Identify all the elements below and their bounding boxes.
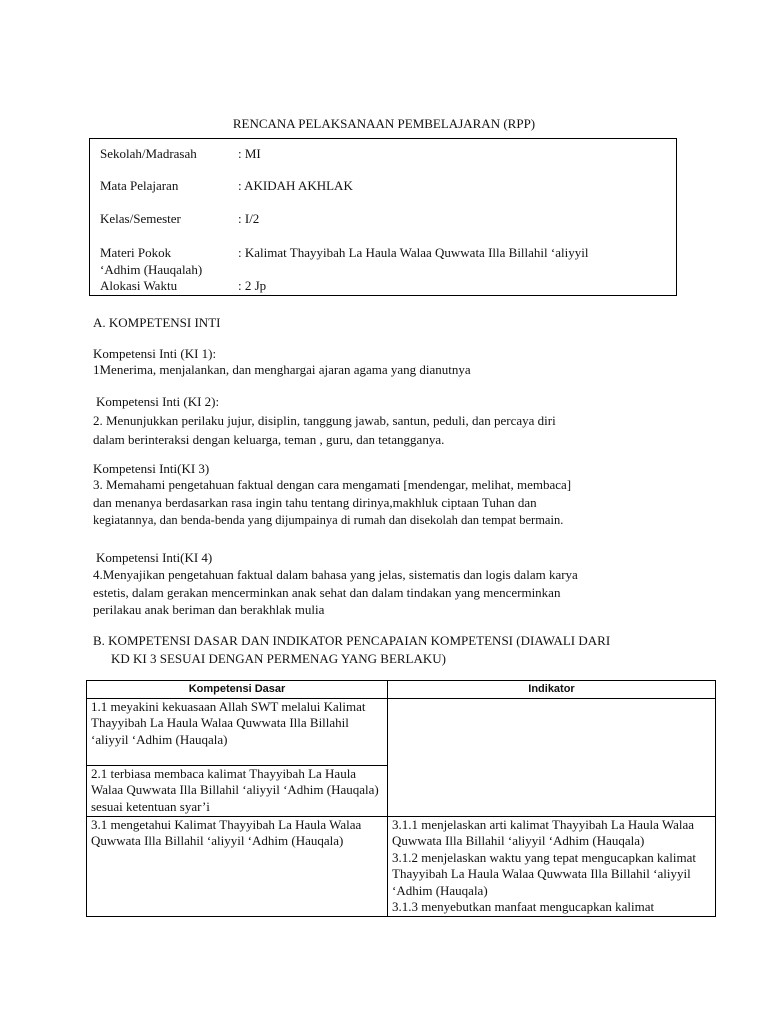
kd-3-1-text: 3.1 mengetahui Kalimat Thayyibah La Haula Walaa Quwwata Illa Billahil ‘aliyyil ‘Adhim (Hauqala)	[91, 816, 362, 848]
mapel-label: Mata Pelajaran	[100, 178, 179, 193]
materi-continuation: ‘Adhim (Hauqalah)	[100, 262, 203, 277]
ki2-line-1: 2. Menunjukkan perilaku jujur, disiplin, tanggung jawab, santun, peduli, dan percaya diri	[93, 413, 556, 428]
indikator-3-1-3: 3.1.3 menyebutkan manfaat mengucapkan kalimat	[392, 899, 655, 914]
sekolah-label: Sekolah/Madrasah	[100, 146, 197, 161]
alokasi-value: : 2 Jp	[238, 278, 267, 293]
section-b-heading-line-1: B. KOMPETENSI DASAR DAN INDIKATOR PENCAPAIAN KOMPETENSI (DIAWALI DARI	[93, 633, 611, 648]
sekolah-value: : MI	[238, 146, 261, 161]
section-b-heading-line-2: KD KI 3 SESUAI DENGAN PERMENAG YANG BERLAKU)	[111, 651, 446, 666]
ki3-line-2: dan menanya berdasarkan rasa ingin tahu tentang dirinya,makhluk ciptaan Tuhan dan	[93, 495, 537, 510]
ki3-title: Kompetensi Inti(KI 3)	[93, 461, 210, 476]
header-kompetensi-dasar: Kompetensi Dasar	[87, 681, 388, 699]
indikator-empty-cell	[388, 698, 716, 816]
table-row	[87, 816, 716, 916]
ki2-line-2: dalam berinteraksi dengan keluarga, teman , guru, dan tetangganya.	[93, 432, 445, 447]
ki1-title: Kompetensi Inti (KI 1):	[93, 346, 217, 361]
ki3-line-3: kegiatannya, dan benda-benda yang dijumpainya di rumah dan disekolah dan tempat bermain.	[93, 513, 564, 527]
kelas-value: : I/2	[238, 211, 260, 226]
document-title: RENCANA PELAKSANAAN PEMBELAJARAN (RPP)	[232, 116, 536, 131]
mapel-value: : AKIDAH AKHLAK	[238, 178, 353, 193]
ki2-title: Kompetensi Inti (KI 2):	[96, 394, 220, 409]
info-row-kelas	[100, 211, 259, 227]
indikator-3-1-cell	[388, 816, 716, 916]
kd-2-1-text: 2.1 terbiasa membaca kalimat Thayyibah La Haula Walaa Quwwata Illa Billahil ‘aliyyil ‘Adhim (Hauqala) sesuai ketentuan syar’i	[91, 765, 379, 814]
kompetensi-table	[86, 680, 716, 917]
kelas-label: Kelas/Semester	[100, 211, 181, 226]
ki1-text: 1Menerima, menjalankan, dan menghargai ajaran agama yang dianutnya	[93, 362, 471, 377]
kd-2-1-cell	[87, 765, 388, 816]
ki4-line-2: estetis, dalam gerakan mencerminkan anak sehat dan dalam tindakan yang mencerminkan	[93, 585, 561, 600]
info-row-sekolah	[100, 146, 261, 162]
info-row-materi	[100, 245, 588, 261]
materi-label: Materi Pokok	[100, 245, 172, 260]
indikator-3-1-2: 3.1.2 menjelaskan waktu yang tepat mengucapkan kalimat Thayyibah La Haula Walaa Quwwata Illa Billahil ‘aliyyil ‘Adhim (Hauqala)	[392, 849, 696, 898]
identity-box	[89, 138, 677, 296]
ki3-line-1: 3. Memahami pengetahuan faktual dengan cara mengamati [mendengar, melihat, membaca]	[93, 477, 572, 492]
indikator-3-1-1: 3.1.1 menjelaskan arti kalimat Thayyibah La Haula Walaa Quwwata Illa Billahil ‘aliyyil ‘Adhim (Hauqala)	[392, 816, 695, 848]
header-indikator: Indikator	[388, 681, 716, 699]
materi-value: : Kalimat Thayyibah La Haula Walaa Quwwata Illa Billahil ‘aliyyil	[238, 245, 589, 260]
ki4-line-1: 4.Menyajikan pengetahuan faktual dalam bahasa yang jelas, sistematis dan logis dalam karya	[93, 567, 578, 582]
section-a-heading: A. KOMPETENSI INTI	[93, 315, 221, 330]
kd-1-1-text: 1.1 meyakini kekuasaan Allah SWT melalui Kalimat Thayyibah La Haula Walaa Quwwata Illa Billahil ‘aliyyil ‘Adhim (Hauqala)	[91, 698, 366, 747]
ki4-line-3: perilakau anak beriman dan berakhlak mulia	[93, 602, 325, 617]
info-row-alokasi	[100, 278, 266, 294]
table-row	[87, 698, 716, 765]
kd-3-1-cell	[87, 816, 388, 916]
kd-1-1-cell	[87, 698, 388, 765]
table-header-row	[87, 681, 716, 699]
ki4-title: Kompetensi Inti(KI 4)	[96, 550, 213, 565]
alokasi-label: Alokasi Waktu	[100, 278, 178, 293]
info-row-mapel	[100, 178, 353, 194]
